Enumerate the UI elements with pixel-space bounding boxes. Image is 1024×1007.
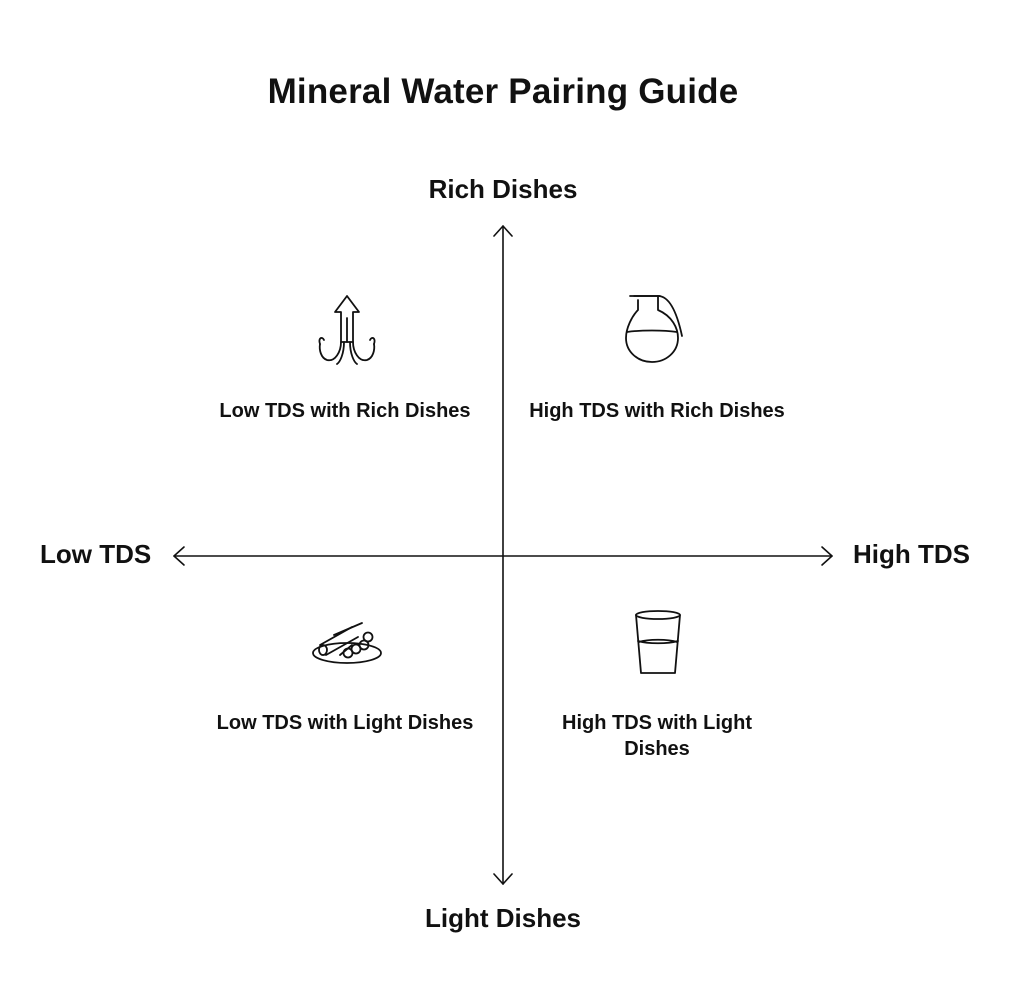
rolls-plate-icon — [310, 615, 386, 671]
axis-label-light-dishes: Light Dishes — [424, 903, 581, 933]
quadrant-label-high-tds-light: High TDS with Light Dishes — [562, 712, 752, 760]
axis-label-high-tds: High TDS — [853, 539, 970, 569]
squid-icon — [310, 292, 386, 368]
water-glass-icon — [630, 605, 686, 681]
quadrant-label-low-tds-light: Low TDS with Light Dishes — [216, 712, 474, 734]
axis-label-low-tds: Low TDS — [40, 539, 152, 569]
axis-label-rich-dishes: Rich Dishes — [428, 174, 578, 204]
quadrant-label-high-tds-rich: High TDS with Rich Dishes — [529, 400, 785, 422]
carafe-icon — [620, 292, 700, 372]
diagram-title: Mineral Water Pairing Guide — [267, 72, 739, 111]
quadrant-label-low-tds-rich: Low TDS with Rich Dishes — [219, 400, 471, 422]
